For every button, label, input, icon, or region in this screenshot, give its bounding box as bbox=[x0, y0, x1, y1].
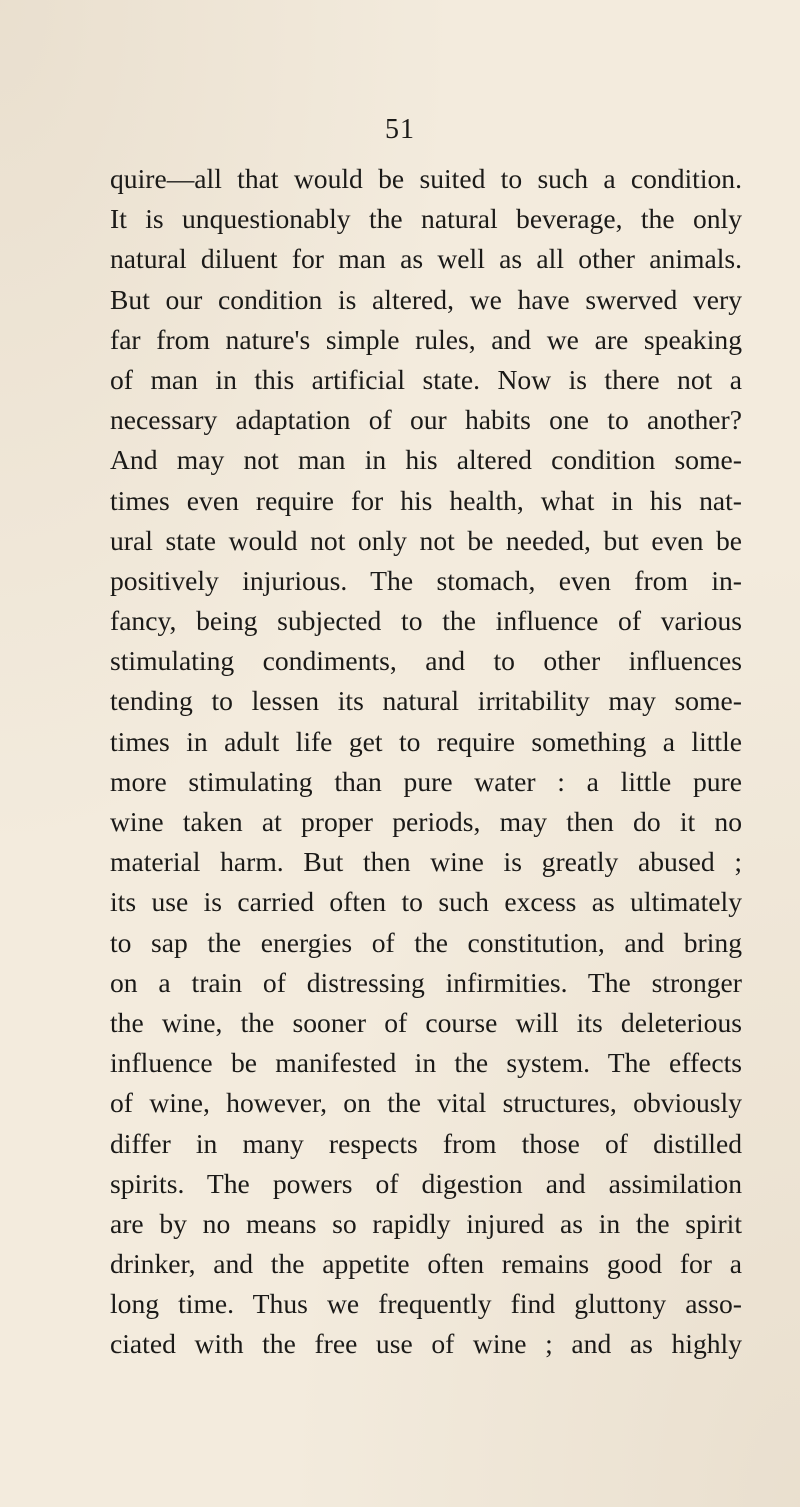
text-line: It is unquestionably the natural beverage, the only bbox=[110, 203, 742, 235]
text-line: positively injurious. The stomach, even from in- bbox=[110, 564, 742, 596]
text-line: times in adult life get to require something a little bbox=[110, 725, 742, 757]
text-line: But our condition is altered, we have swerved very bbox=[110, 283, 742, 315]
text-line: differ in many respects from those of distilled bbox=[110, 1127, 742, 1159]
text-line: long time. Thus we frequently find gluttony asso- bbox=[110, 1288, 742, 1320]
text-line: tending to lessen its natural irritability may some- bbox=[110, 685, 742, 717]
page-number: 51 bbox=[385, 114, 415, 145]
text-line: spirits. The powers of digestion and assimilation bbox=[110, 1167, 742, 1199]
text-line: drinker, and the appetite often remains good for a bbox=[110, 1248, 742, 1280]
text-line: times even require for his health, what in his nat- bbox=[110, 484, 742, 516]
text-line: of man in this artificial state. Now is there not a bbox=[110, 363, 742, 395]
text-line: influence be manifested in the system. The effects bbox=[110, 1047, 742, 1079]
text-line: ciated with the free use of wine ; and as highly bbox=[110, 1328, 742, 1360]
text-line: on a train of distressing infirmities. The stronger bbox=[110, 966, 742, 998]
text-line: of wine, however, on the vital structures, obviously bbox=[110, 1087, 742, 1119]
text-line: the wine, the sooner of course will its deleterious bbox=[110, 1006, 742, 1038]
text-line: far from nature's simple rules, and we are speaking bbox=[110, 323, 742, 355]
text-line: its use is carried often to such excess as ultimately bbox=[110, 886, 742, 918]
text-line: to sap the energies of the constitution, and bring bbox=[110, 926, 742, 958]
text-line: And may not man in his altered condition some- bbox=[110, 444, 742, 476]
text-line: quire—all that would be suited to such a condition. bbox=[110, 163, 742, 194]
text-line: wine taken at proper periods, may then do it no bbox=[110, 806, 742, 837]
text-line: stimulating condiments, and to other influences bbox=[110, 645, 742, 677]
text-line: are by no means so rapidly injured as in the spirit bbox=[110, 1207, 742, 1239]
text-line: more stimulating than pure water : a little pure bbox=[110, 765, 742, 797]
text-line: material harm. But then wine is greatly abused ; bbox=[110, 846, 742, 878]
text-line: fancy, being subjected to the influence of various bbox=[110, 605, 742, 637]
body-text bbox=[110, 159, 742, 1365]
text-line: natural diluent for man as well as all other animals. bbox=[110, 243, 742, 275]
text-line: necessary adaptation of our habits one to another? bbox=[110, 404, 742, 436]
text-line: ural state would not only not be needed, but even be bbox=[110, 524, 742, 556]
